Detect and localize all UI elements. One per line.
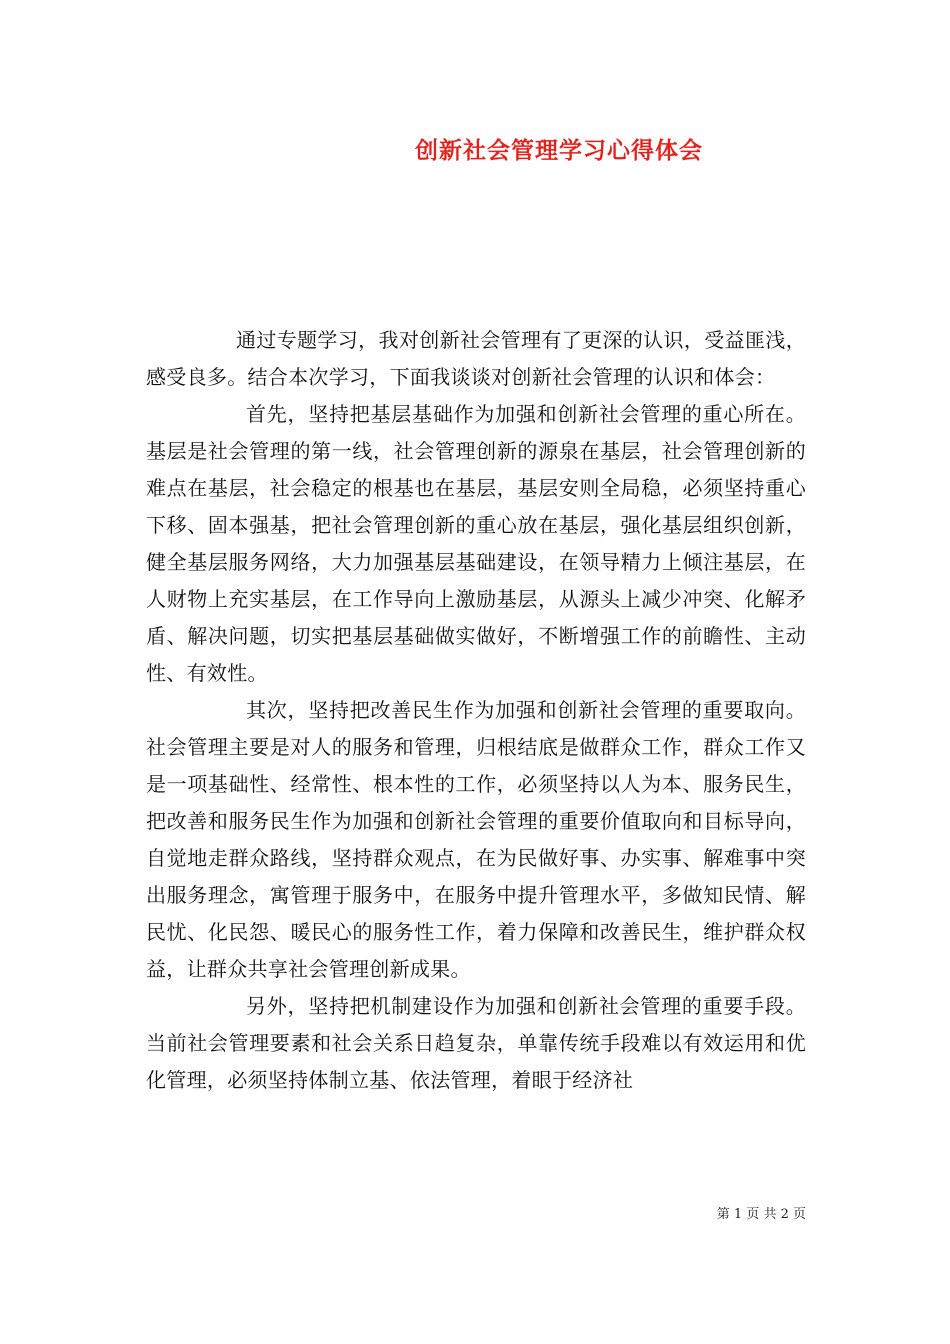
paragraph-first-point: 首先，坚持把基层基础作为加强和创新社会管理的重心所在。基层是社会管理的第一线，社会管理创新的源泉在基层，社会管理创新的难点在基层，社会稳定的根基也在基层，基层安则全局稳，必须坚持重心下移、固本强基，把社会管理创新的重心放在基层，强化基层组织创新，健全基层服务网络，大力加强基层基础建设，在领导精力上倾注基层，在人财物上充实基层，在工作导向上激励基层，从源头上减少冲突、化解矛盾、解决问题，切实把基层基础做实做好，不断增强工作的前瞻性、主动性、有效性。 xyxy=(146,402,806,685)
paragraph-intro: 通过专题学习，我对创新社会管理有了更深的认识，受益匪浅，感受良多。结合本次学习，下面我谈谈对创新社会管理的认识和体会： xyxy=(146,328,806,389)
paragraph-third-point: 另外，坚持把机制建设作为加强和创新社会管理的重要手段。当前社会管理要素和社会关系日趋复杂，单靠传统手段难以有效运用和优化管理，必须坚持体制立基、依法管理，着眼于经济社 xyxy=(146,994,806,1092)
page-number-footer: 第 1 页 共 2 页 xyxy=(716,1207,806,1222)
document-title: 创新社会管理学习心得体会 xyxy=(415,137,703,164)
paragraph-second-point: 其次，坚持把改善民生作为加强和创新社会管理的重要取向。社会管理主要是对人的服务和管理，归根结底是做群众工作，群众工作又是一项基础性、经常性、根本性的工作，必须坚持以人为本、服务民生，把改善和服务民生作为加强和创新社会管理的重要价值取向和目标导向，自觉地走群众路线，坚持群众观点，在为民做好事、办实事、解难事中突出服务理念，寓管理于服务中，在服务中提升管理水平，多做知民情、解民忧、化民怨、暖民心的服务性工作，着力保障和改善民生，维护群众权益，让群众共享社会管理创新成果。 xyxy=(146,698,806,981)
document-body xyxy=(146,322,806,1099)
